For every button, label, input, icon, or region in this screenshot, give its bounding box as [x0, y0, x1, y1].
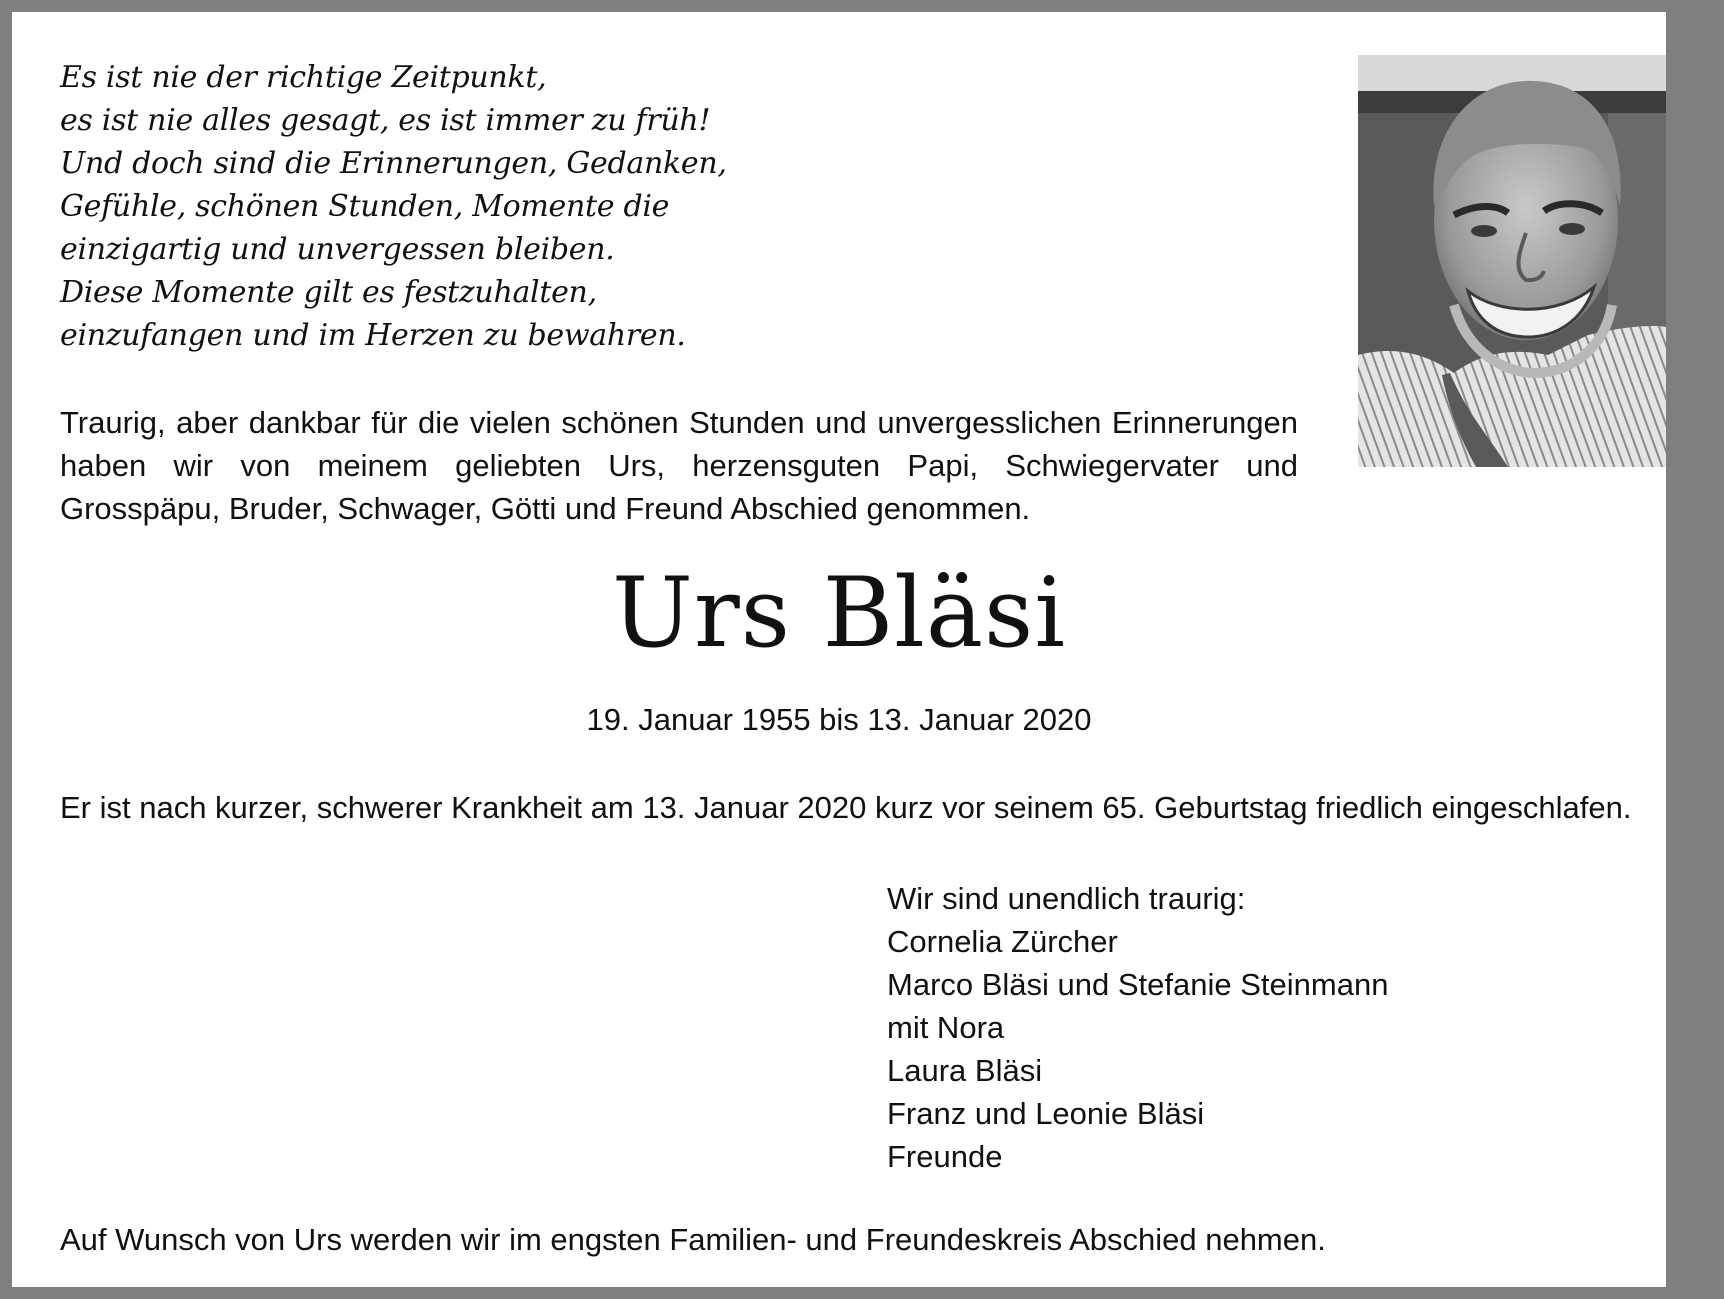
poem-line: Es ist nie der richtige Zeitpunkt, — [60, 60, 547, 95]
mourner-name: Laura Bläsi — [887, 1053, 1043, 1088]
poem-line: es ist nie alles gesagt, es ist immer zu früh! — [60, 103, 711, 138]
mourner-name: mit Nora — [887, 1010, 1005, 1045]
poem-line: Gefühle, schönen Stunden, Momente die — [60, 189, 670, 224]
life-dates: 19. Januar 1955 bis 13. Januar 2020 — [586, 702, 1092, 737]
poem-line: einzufangen und im Herzen zu bewahren. — [60, 318, 686, 353]
portrait-image — [1358, 55, 1666, 467]
closing-text: Auf Wunsch von Urs werden wir im engsten Familien- und Freundeskreis Abschied nehmen. — [60, 1222, 1326, 1257]
intro-paragraph: Traurig, aber dankbar für die vielen schönen Stunden und unvergesslichen Erinnerungen haben wir von meinem geliebten Urs, herzensguten Papi, Schwiegervater und Grosspäpu, Bruder, Schwager, Götti und Freund Abschied genommen. — [60, 405, 1298, 526]
poem-line: Diese Momente gilt es festzuhalten, — [60, 275, 597, 310]
mourner-name: Freunde — [887, 1139, 1003, 1174]
mourners-heading: Wir sind unendlich traurig: — [887, 881, 1246, 916]
poem — [60, 56, 727, 357]
mourner-name: Marco Bläsi und Stefanie Steinmann — [887, 967, 1389, 1002]
poem-line: Und doch sind die Erinnerungen, Gedanken, — [60, 146, 727, 181]
portrait-photo — [1358, 55, 1666, 467]
poem-line: einzigartig und unvergessen bleiben. — [60, 232, 615, 267]
death-notice-text: Er ist nach kurzer, schwerer Krankheit am 13. Januar 2020 kurz vor seinem 65. Geburtstag friedlich eingeschlafen. — [60, 790, 1632, 825]
mourner-name: Cornelia Zürcher — [887, 924, 1118, 959]
mourner-name: Franz und Leonie Bläsi — [887, 1096, 1205, 1131]
obituary-notice — [12, 12, 1666, 1287]
mourners-list — [887, 877, 1388, 1178]
deceased-name: Urs Bläsi — [611, 557, 1067, 669]
